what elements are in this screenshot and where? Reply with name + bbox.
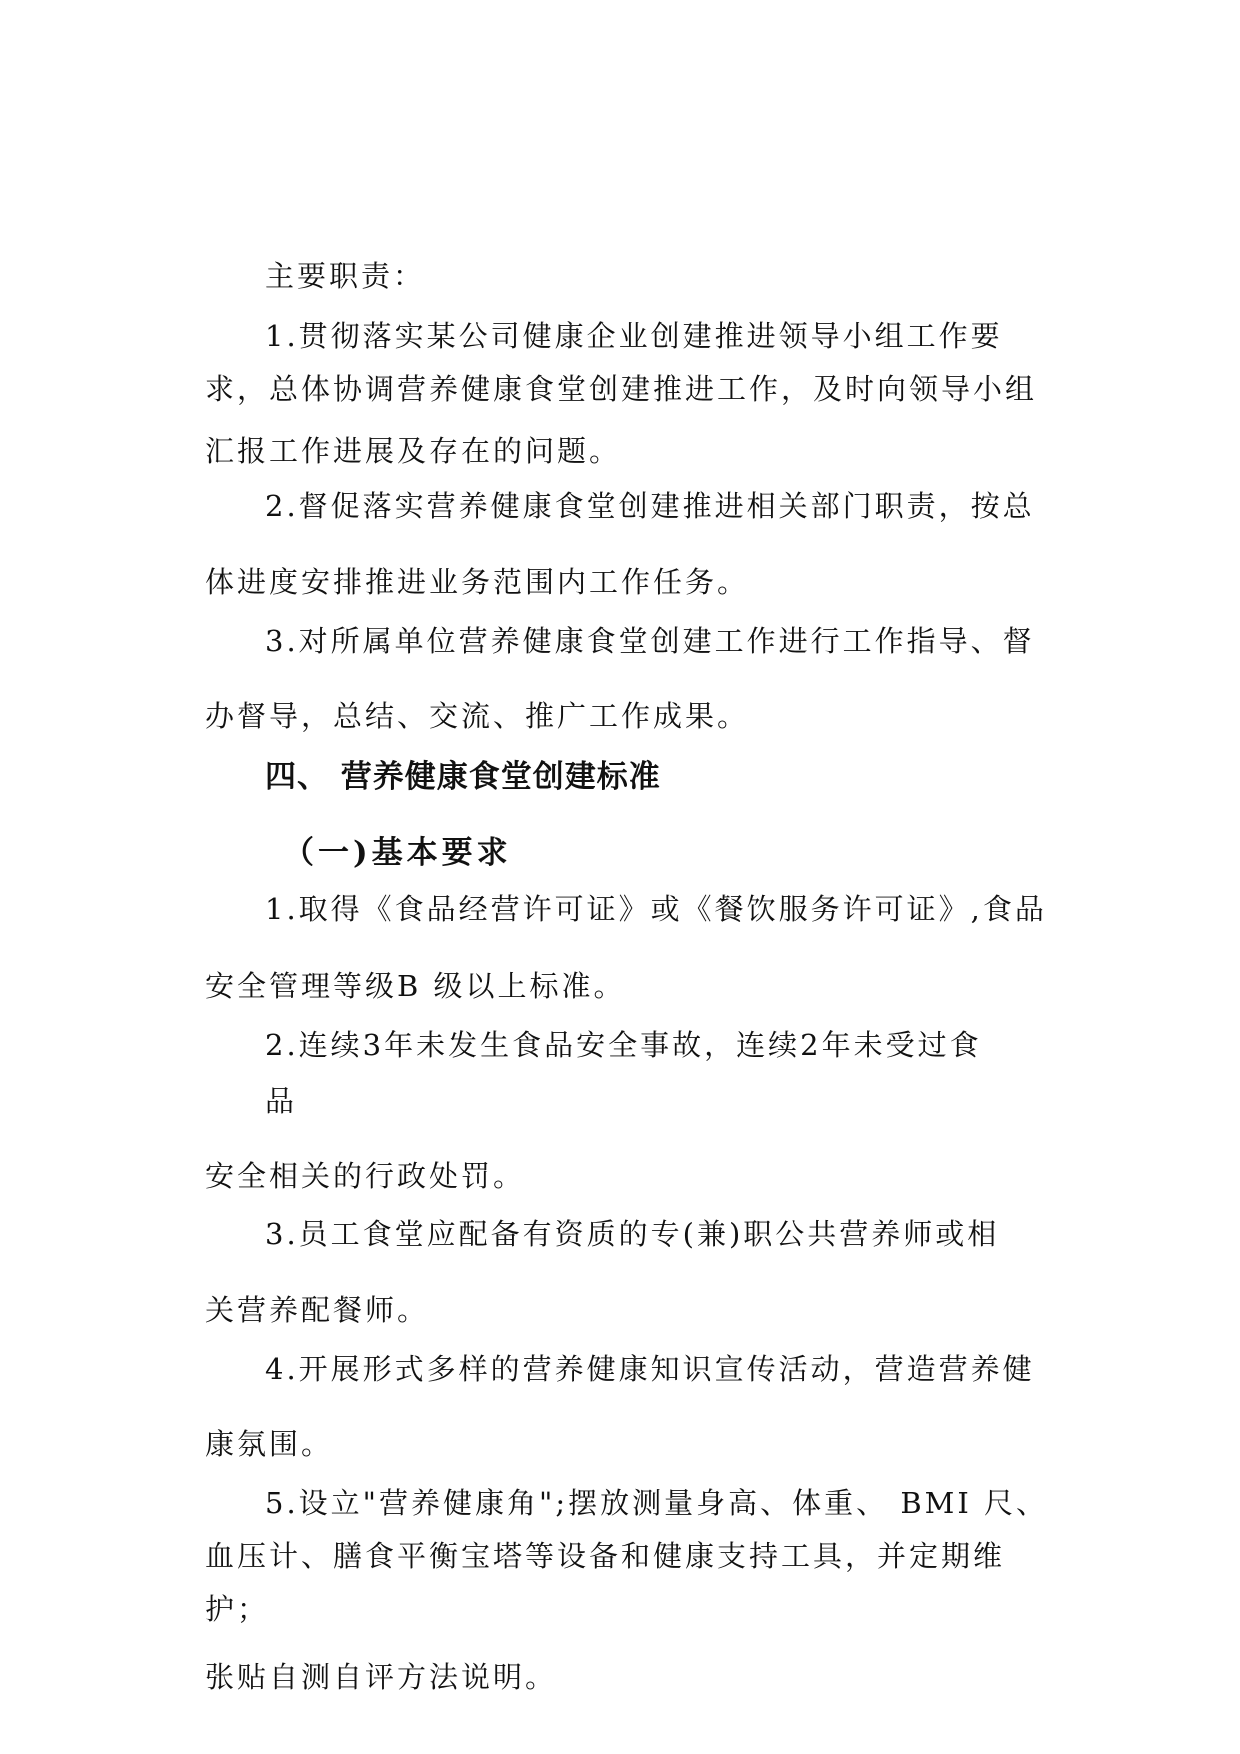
paragraph-line: 5.设立"营养健康角";摆放测量身高、体重、 BMI 尺、: [265, 1486, 1049, 1520]
paragraph-line: 血压计、膳食平衡宝塔等设备和健康支持工具，并定期维: [205, 1539, 1006, 1573]
paragraph-line: 求，总体协调营养健康食堂创建推进工作，及时向领导小组: [205, 372, 1038, 406]
paragraph-line: 3.对所属单位营养健康食堂创建工作进行工作指导、督: [265, 624, 1035, 658]
paragraph-line: 2.连续3年未发生食品安全事故，连续2年未受过食: [265, 1028, 982, 1062]
section-heading: 四、 营养健康食堂创建标准: [265, 759, 661, 795]
paragraph-line: 1.贯彻落实某公司健康企业创建推进领导小组工作要: [265, 319, 1003, 353]
paragraph-line: 康氛围。: [205, 1427, 334, 1461]
paragraph-line: 汇报工作进展及存在的问题。: [205, 434, 622, 468]
paragraph-line: 体进度安排推进业务范围内工作任务。: [205, 565, 750, 599]
paragraph-line: 1.取得《食品经营许可证》或《餐饮服务许可证》,食品: [265, 892, 1047, 926]
paragraph-line: 张贴自测自评方法说明。: [205, 1660, 558, 1694]
paragraph-line: 护；: [205, 1592, 270, 1626]
paragraph-line: 办督导，总结、交流、推广工作成果。: [205, 699, 750, 733]
paragraph-line: 安全相关的行政处罚。: [205, 1159, 526, 1193]
paragraph-line: 安全管理等级B 级以上标准。: [205, 969, 626, 1003]
paragraph-line: 3.员工食堂应配备有资质的专(兼)职公共营养师或相: [265, 1217, 1000, 1251]
paragraph-line: 2.督促落实营养健康食堂创建推进相关部门职责，按总: [265, 489, 1035, 523]
paragraph-line: 品: [265, 1084, 298, 1118]
paragraph-line: 主要职责：: [265, 259, 426, 293]
paragraph-line: 4.开展形式多样的营养健康知识宣传活动，营造营养健: [265, 1352, 1035, 1386]
paragraph-line: 关营养配餐师。: [205, 1293, 430, 1327]
subsection-heading: （一)基本要求: [283, 835, 512, 871]
